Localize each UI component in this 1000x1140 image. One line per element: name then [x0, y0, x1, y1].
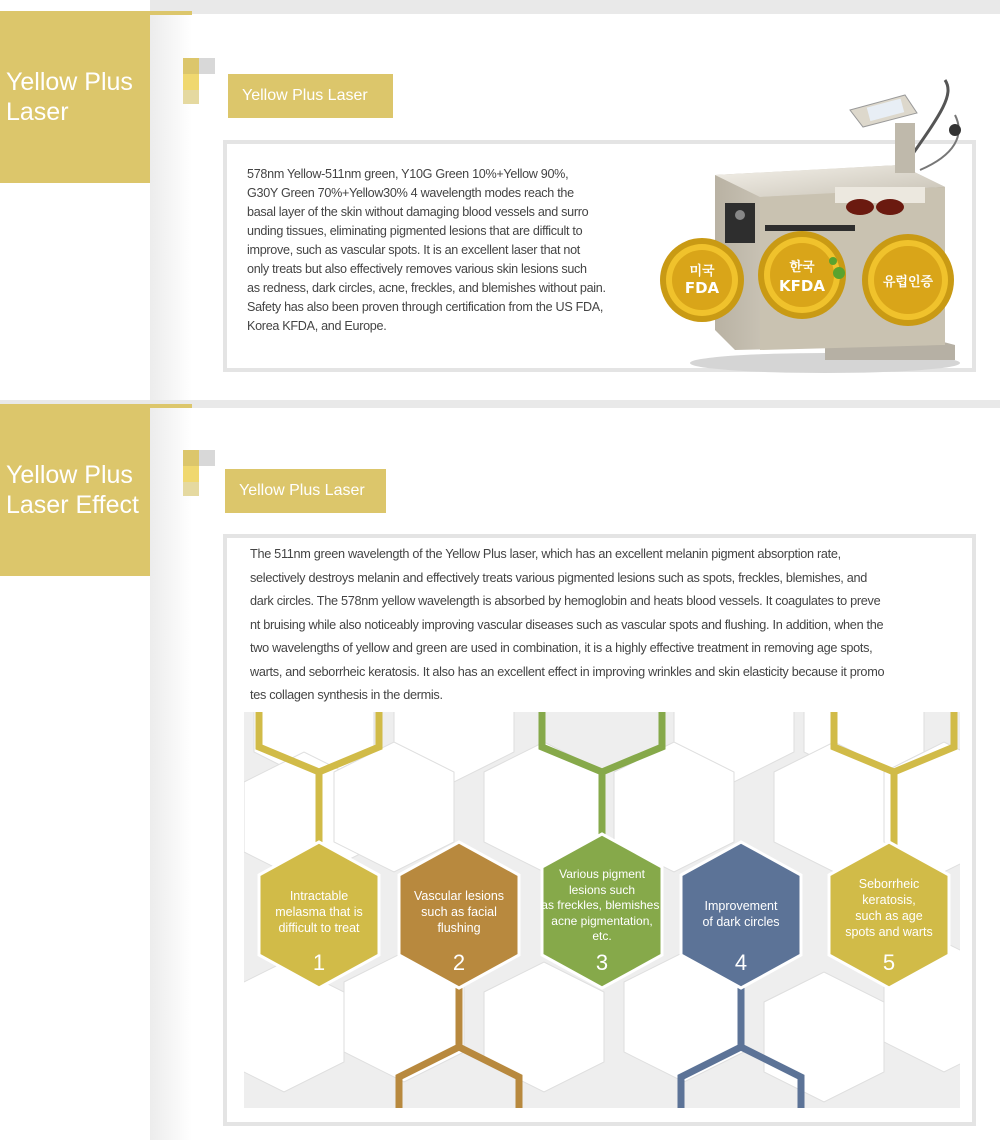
effect-label-3: Various pigment lesions such as freckles, blemishes, acne pigmentation, etc.: [541, 867, 663, 943]
side-title: Yellow Plus Laser Effect: [6, 461, 139, 519]
kfda-medal: [758, 231, 846, 319]
effect-label-2: Vascular lesions such as facial flushing: [413, 889, 505, 935]
effect-number-4: 4: [734, 950, 748, 975]
section-tag: [225, 469, 386, 513]
ce-medal: [862, 234, 954, 326]
svg-text:유럽인증: 유럽인증: [882, 275, 934, 290]
side-title-box: [0, 404, 150, 576]
effects-hexagon-graphic: [244, 712, 960, 1108]
effect-label-5: Seborrheic keratosis, such as age spots and warts: [845, 877, 933, 939]
svg-text:KFDA: KFDA: [779, 277, 825, 295]
section-tag: [228, 74, 393, 118]
effect-number-2: 2: [452, 950, 466, 975]
description-text: 578nm Yellow-511nm green, Y10G Green 10%+Yellow 90%, G30Y Green 70%+Yellow30% 4 wavelength modes reach the basal layer of the skin without damaging blood vessels and surro unding tissues, eliminating pigmented lesions that are difficult to improve, such as vascular spots. It is an excellent laser that not only treats but also effectively removes various skin lesions such as redness, dark circles, acne, freckles, and blemishes without pain. Safety has also been proven through certification from the US FDA, Korea KFDA, and Europe.: [247, 167, 606, 333]
effect-number-5: 5: [882, 950, 896, 975]
decorative-squares: [183, 58, 215, 104]
panel-accent-bar: [150, 404, 192, 408]
laser-device-image: [655, 75, 975, 380]
effect-label-4: Improvement of dark circles: [702, 899, 780, 929]
effect-number-3: 3: [595, 950, 609, 975]
section-tag-label: Yellow Plus Laser: [239, 482, 365, 499]
svg-text:FDA: FDA: [684, 279, 720, 297]
svg-text:미국: 미국: [689, 264, 715, 279]
side-title-box: [0, 11, 150, 183]
svg-text:한국: 한국: [789, 260, 815, 275]
section-yellow-plus-laser-effect: [0, 404, 1000, 1140]
section-tag-label: Yellow Plus Laser: [242, 87, 368, 104]
description-text: The 511nm green wavelength of the Yellow Plus laser, which has an excellent melanin pigment absorption rate, selectively destroys melanin and effectively treats various pigmented lesions such as spots, freckles, blemishes, and dark circles. The 578nm yellow wavelength is absorbed by hemoglobin and heats blood vessels. It coagulates to preve nt bruising while also noticeably improving vascular diseases such as vascular spots and flushing. In addition, when the two wavelengths of yellow and green are used in combination, it is a highly effective treatment in removing age spots, warts, and seborrheic keratosis. It also has an excellent effect in improving wrinkles and skin elasticity because it promo tes collagen synthesis in the dermis.: [250, 547, 885, 702]
side-title: Yellow Plus Laser: [6, 68, 133, 126]
panel-accent-bar: [150, 11, 192, 15]
section-yellow-plus-laser: [0, 0, 1000, 400]
fda-medal: [660, 238, 744, 322]
effect-number-1: 1: [312, 950, 326, 975]
decorative-squares: [183, 450, 215, 496]
effect-label-1: Intractable melasma that is difficult to treat: [275, 889, 363, 935]
